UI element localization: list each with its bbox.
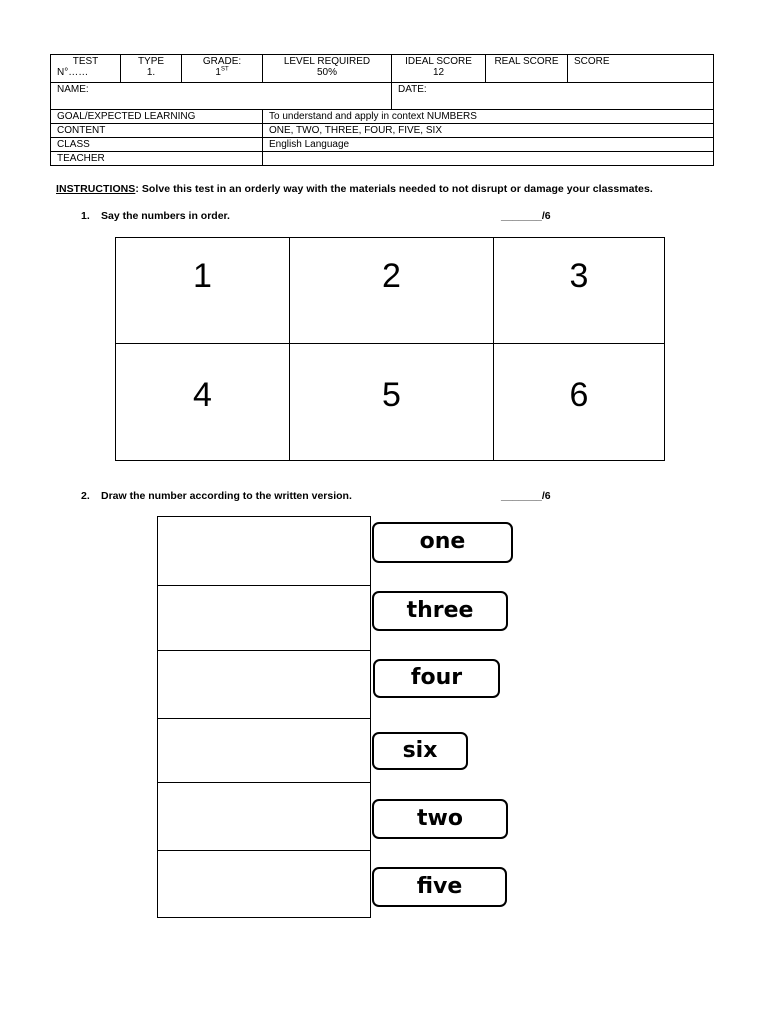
number-cell: 1 [193,257,212,295]
instructions-label: INSTRUCTIONS [56,183,136,195]
grade-cell: GRADE: 1ST [182,55,263,83]
content-label: CONTENT [51,124,263,138]
word-card: five [372,867,507,907]
numbers-grid [115,237,665,461]
number-cell: 3 [569,257,589,295]
drawing-box[interactable] [158,719,370,783]
type-cell: TYPE 1. [121,55,182,83]
instructions [56,183,736,195]
drawing-box[interactable] [158,851,370,917]
header-table [50,54,714,166]
class-label: CLASS [51,138,263,152]
question-1: 1. Say the numbers in order. [81,210,230,222]
drawing-box[interactable] [158,517,370,586]
question-1-score: _______/6 [501,210,551,222]
drawing-box[interactable] [158,586,370,651]
teacher-label: TEACHER [51,152,263,166]
level-required-cell: LEVEL REQUIRED 50% [263,55,392,83]
word-card: four [373,659,500,698]
class-value: English Language [263,138,714,152]
teacher-value[interactable] [263,152,714,166]
goal-value: To understand and apply in context NUMBERS [263,110,714,124]
number-cell: 6 [569,376,589,414]
score-cell[interactable]: SCORE [568,55,714,83]
question-2-score: _______/6 [501,490,551,502]
grid-divider [116,343,664,344]
test-cell: TEST N°…… [51,55,121,83]
word-card: three [372,591,508,631]
word-card: six [372,732,468,770]
number-cell: 4 [193,376,212,414]
content-value: ONE, TWO, THREE, FOUR, FIVE, SIX [263,124,714,138]
ideal-score-cell: IDEAL SCORE 12 [392,55,486,83]
number-cell: 2 [382,257,401,295]
word-card: two [372,799,508,839]
word-card: one [372,522,513,563]
instructions-text: : Solve this test in an orderly way with the materials needed to not disrupt or damage your classmates. [135,183,653,195]
question-2: 2. Draw the number according to the written version. [81,490,352,502]
date-field[interactable]: DATE: [392,83,714,110]
drawing-boxes [157,516,371,918]
goal-label: GOAL/EXPECTED LEARNING [51,110,263,124]
number-cell: 5 [382,376,401,414]
drawing-box[interactable] [158,783,370,851]
drawing-box[interactable] [158,651,370,719]
real-score-cell[interactable]: REAL SCORE [486,55,568,83]
name-field[interactable]: NAME: [51,83,392,110]
